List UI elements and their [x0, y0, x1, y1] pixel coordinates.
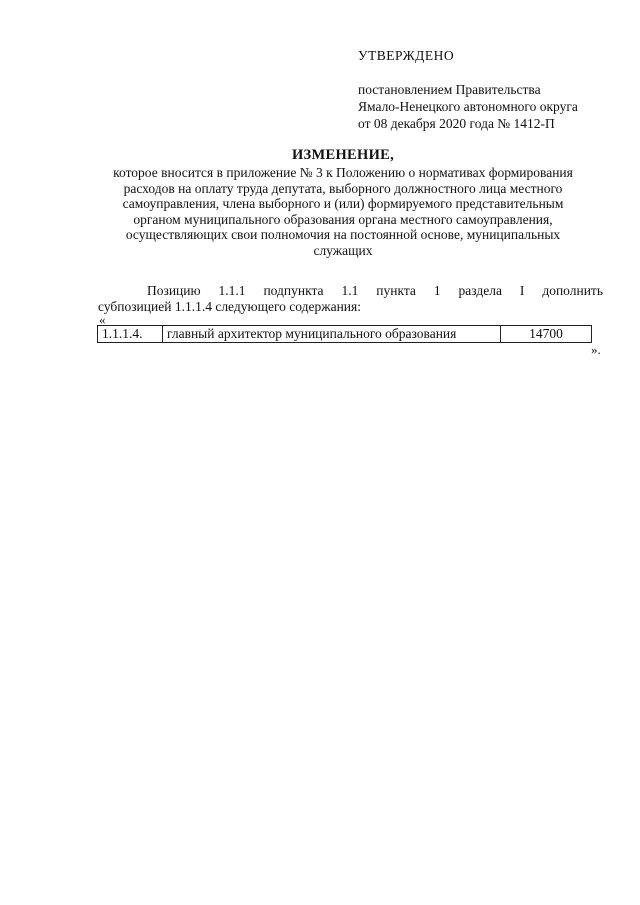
approval-line: постановлением Правительства [358, 82, 541, 97]
subtitle-line: самоуправления, члена выборного и (или) формируемого представительным [122, 196, 564, 211]
subtitle-line: осуществляющих свои полномочия на постоянной основе, муниципальных [125, 227, 561, 242]
approval-stamp: УТВЕРЖДЕНО [358, 48, 455, 63]
position-table-wrapper [97, 325, 592, 343]
subtitle-line: которое вносится в приложение № 3 к Положению о нормативах формирования [113, 165, 573, 180]
body-paragraph [98, 283, 603, 315]
closing-quote: ». [591, 342, 601, 357]
paragraph-line: субпозицией 1.1.1.4 следующего содержания: [98, 299, 361, 314]
position-number-cell: 1.1.1.4. [98, 326, 163, 343]
position-value-cell: 14700 [501, 326, 592, 343]
subtitle-line: расходов на оплату труда депутата, выборного должностного лица местного [123, 180, 563, 196]
approval-block [358, 47, 578, 132]
position-table [97, 325, 592, 343]
document-title: ИЗМЕНЕНИЕ, [291, 147, 395, 163]
document-subtitle [88, 165, 598, 258]
subtitle-line: органом муниципального образования органа местного самоуправления, [133, 211, 553, 227]
opening-quote: « [99, 312, 106, 327]
table-row [98, 326, 592, 343]
approval-line: от 08 декабря 2020 года № 1412-П [358, 116, 555, 131]
position-name-cell: главный архитектор муниципального образования [163, 326, 501, 343]
approval-line: Ямало-Ненецкого автономного округа [358, 99, 578, 114]
subtitle-line: служащих [313, 242, 373, 258]
paragraph-line: Позицию 1.1.1 подпункта 1.1 пункта 1 раздела I дополнить [147, 283, 603, 298]
